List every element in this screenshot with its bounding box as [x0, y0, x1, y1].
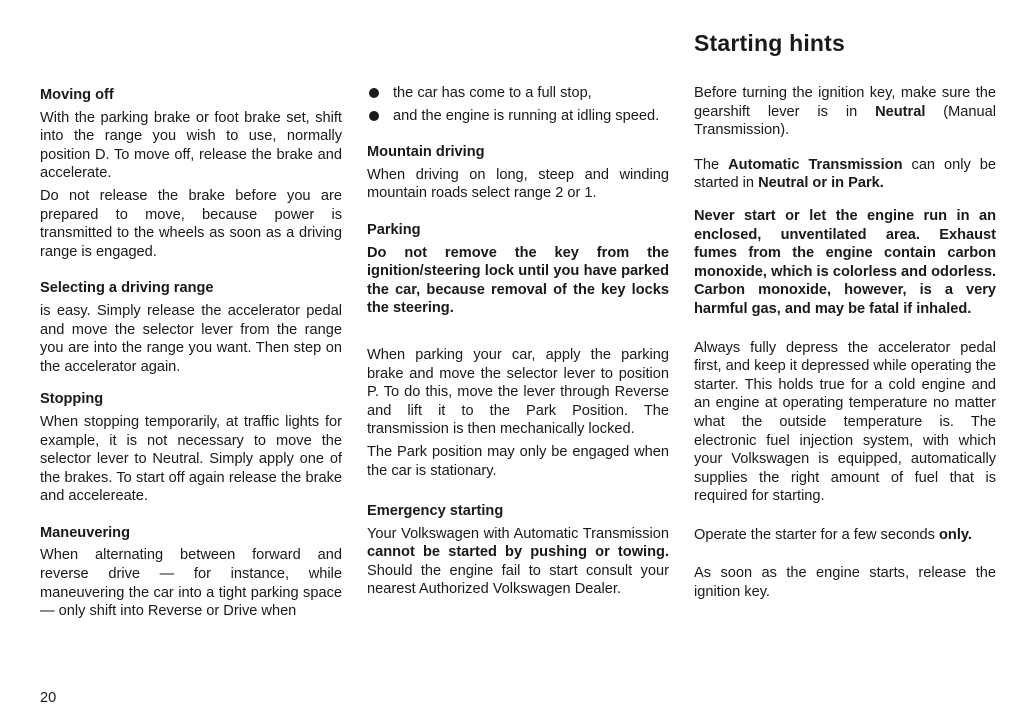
column-right — [694, 84, 996, 602]
paragraph-maneuvering: When alternating between forward and reverse drive — for instance, while maneuvering the car into a tight parking space — only shift into Reverse or Drive when — [40, 547, 342, 620]
paragraph-neutral-check — [694, 84, 996, 140]
page-heading: Starting hints — [694, 30, 846, 56]
section-title-maneuvering: Maneuvering — [40, 524, 131, 541]
paragraph-mountain-driving: When driving on long, steep and winding mountain roads select range 2 or 1. — [367, 166, 669, 202]
text-run: Before turning the ignition key, make sure the gearshift lever is in — [694, 85, 996, 120]
text-run: (Manual Transmission). — [694, 103, 996, 139]
paragraph-moving-off-2: Do not release the brake before you are prepared to move, because power is transmitted to the wheels as soon as a driving range is engaged. — [40, 187, 342, 260]
text-run-bold: Neutral or in Park. — [758, 175, 884, 192]
text-run-bold: cannot be started by pushing or towing. — [367, 544, 669, 561]
text-run-bold: Neutral — [875, 103, 926, 120]
section-title-emergency-starting: Emergency starting — [367, 503, 504, 520]
section-title-moving-off: Moving off — [40, 87, 114, 103]
list-item: and the engine is running at idling speed. — [367, 107, 669, 126]
paragraph-parking-2: The Park position may only be engaged when the car is stationary. — [367, 443, 669, 479]
section-title-selecting-range: Selecting a driving range — [40, 280, 214, 297]
section-title-parking: Parking — [367, 221, 421, 238]
text-run: Should the engine fail to start consult your nearest Authorized Volkswagen Dealer. — [367, 562, 669, 598]
text-run: Operate the starter for a few seconds — [694, 526, 939, 543]
paragraph-release-key: As soon as the engine starts, release the ignition key. — [694, 565, 996, 601]
paragraph-selecting-range: is easy. Simply release the accelerator pedal and move the selector lever from the range you are into the range you want. Then step on the accelerator again. — [40, 302, 342, 375]
text-run: can only be started in — [694, 156, 997, 192]
page-number: 20 — [40, 690, 57, 706]
section-title-mountain-driving: Mountain driving — [367, 144, 485, 161]
paragraph-emergency-starting — [367, 525, 669, 599]
paragraph-parking-1: When parking your car, apply the parking brake and move the selector lever to position P. To do this, move the lever through Reverse and lift it to the Park Position. The transmission is then mechanically locked. — [367, 346, 669, 438]
text-run-bold: Automatic Transmission — [728, 156, 903, 173]
paragraph-stopping: When stopping temporarily, at traffic lights for example, it is not necessary to move the selector lever to Neutral. Simply apply one of the brakes. To start off again release the brake and accelereate. — [40, 413, 342, 505]
text-run-bold: only. — [938, 526, 972, 543]
paragraph-automatic-start — [694, 156, 996, 193]
paragraph-accelerator: Always fully depress the accelerator pedal first, and keep it depressed while operating the starter. This holds true for a cold engine and an engine at operating temperature no matter what the outside temperature is. The electronic fuel injection system, with which your Volkswagen is equipped, automatically supplies the right amount of fuel that is required for starting. — [694, 339, 996, 505]
parking-warning: Do not remove the key from the ignition/steering lock until you have parked the car, because removal of the key locks the steering. — [367, 244, 669, 317]
carbon-monoxide-warning: Never start or let the engine run in an enclosed, unventilated area. Exhaust fumes from the engine contain carbon monoxide, which is colorless and odorless. Carbon monoxide, however, is a very harmful gas, and may be fatal if inhaled. — [694, 207, 996, 317]
paragraph-starter-duration — [694, 526, 996, 545]
section-title-stopping: Stopping — [40, 391, 104, 408]
list-item: the car has come to a full stop, — [367, 84, 669, 103]
paragraph-moving-off-1: With the parking brake or foot brake set, shift into the range you wish to use, normally position D. To move off, release the brake and accelerate. — [40, 109, 342, 182]
condition-list — [367, 84, 669, 125]
text-run: Your Volkswagen with Automatic Transmission — [367, 525, 669, 542]
column-middle — [367, 84, 669, 599]
text-run: The — [694, 156, 729, 173]
column-left — [40, 84, 342, 621]
